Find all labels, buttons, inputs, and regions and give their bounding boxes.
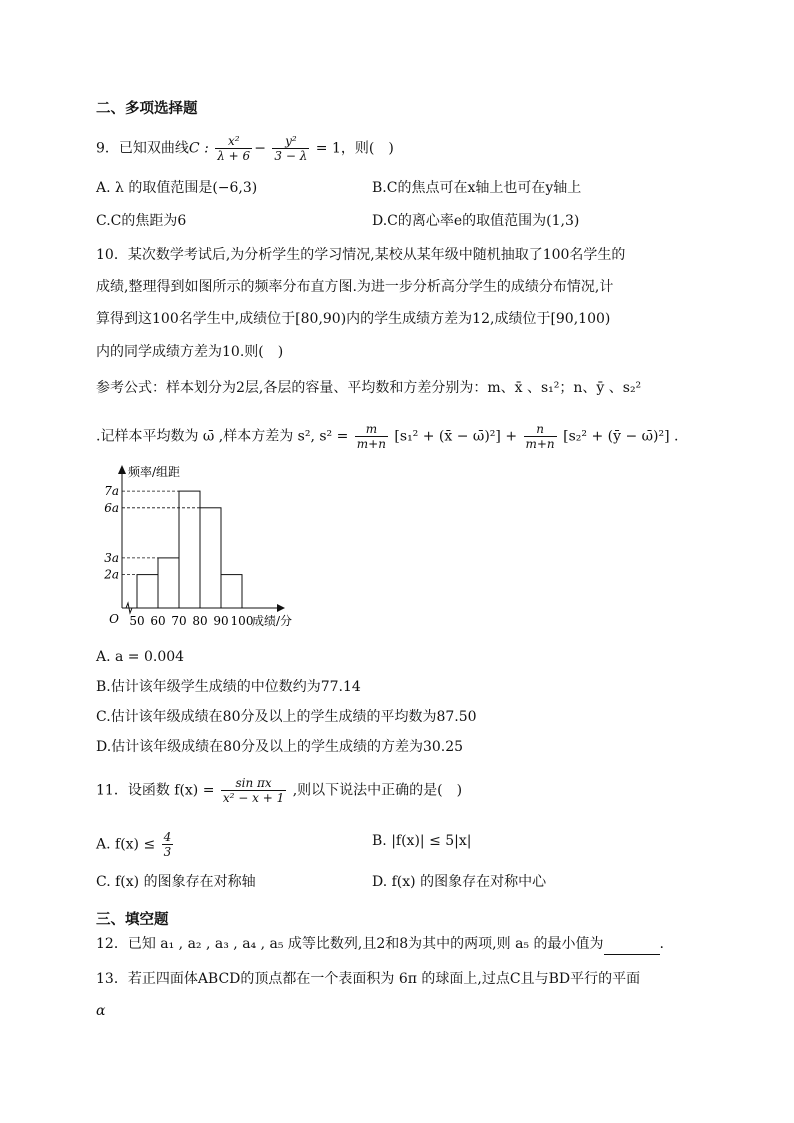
q11-prefix: 11．设函数 f(x) = (96, 782, 215, 799)
q9-frac1-num: x² (215, 134, 252, 149)
q13-line-2: α (96, 1003, 106, 1019)
frequency-histogram (92, 460, 322, 635)
q11-optA-text: A. f(x) ≤ (96, 836, 156, 853)
q9-option-a: A. λ 的取值范围是(−6,3) (96, 180, 258, 196)
y-tick-label-7a: 7a (104, 484, 119, 499)
q10-option-c: C.估计该年级成绩在80分及以上的学生成绩的平均数为87.50 (96, 709, 477, 725)
q11-frac-den: x² − x + 1 (222, 791, 285, 805)
q11-option-a (96, 830, 175, 859)
q9-frac1 (215, 134, 252, 163)
x-tick-label-50: 50 (129, 614, 145, 628)
q9-frac2-den: 3 − λ (274, 149, 308, 163)
q10-line-1: 10．某次数学考试后,为分析学生的学习情况,某校从某年级中随机抽取了100名学生的 (96, 247, 626, 263)
q10-option-b: B.估计该年级学生成绩的中位数约为77.14 (96, 679, 361, 695)
x-tick-label-90: 90 (213, 614, 229, 628)
y-axis-label: 频率/组距 (128, 465, 181, 479)
q12-end: . (659, 936, 664, 952)
histogram-bar-70-80 (179, 491, 200, 608)
q10-line-3: 算得到这100名学生中,成绩位于[80,90)内的学生成绩方差为12,成绩位于[90,100) (96, 311, 611, 327)
q10-ref2-frac2-num: n (524, 422, 557, 437)
x-tick-label-80: 80 (192, 614, 208, 628)
q9-frac1-den: λ + 6 (217, 149, 251, 163)
x-axis-arrow (277, 604, 285, 612)
q10-ref2-frac1-num: m (355, 422, 388, 437)
q9-rhs: = 1，则( ) (315, 140, 394, 157)
q10-ref2-frac1-den: m+n (356, 437, 386, 451)
q9-curve: C : (188, 140, 209, 157)
q10-ref2-frac2-den: m+n (525, 437, 555, 451)
q10-ref2-c: [s₂² + (ȳ − ω̄)²] . (563, 428, 679, 445)
section-title-fill: 三、填空题 (96, 912, 169, 928)
histogram-bar-90-100 (221, 575, 242, 608)
q12-text: 12．已知 a₁ , a₂ , a₃ , a₄ , a₅ 成等比数列,且2和8为其中的两项,则 a₅ 的最小值为 (96, 936, 604, 952)
q13-line-1: 13．若正四面体ABCD的顶点都在一个表面积为 6π 的球面上,过点C且与BD平行的平面 (96, 971, 641, 987)
q9-option-c: C.C的焦距为6 (96, 213, 187, 229)
origin-label: O (109, 612, 119, 626)
q11-optA-den: 3 (163, 845, 172, 859)
q10-line-4: 内的同学成绩方差为10.则( ) (96, 344, 284, 360)
section-title-multi: 二、多项选择题 (96, 101, 198, 117)
q10-reference-2 (96, 422, 678, 451)
q10-ref2-frac1 (355, 422, 388, 451)
histogram-bar-80-90 (200, 508, 221, 608)
q9-option-d: D.C的离心率e的取值范围为(1,3) (372, 213, 580, 229)
x-axis-label: 成绩/分 (252, 614, 293, 628)
question-9 (96, 134, 394, 163)
y-tick-label-3a: 3a (104, 550, 119, 565)
q9-frac2 (272, 134, 309, 163)
q11-option-b: B. |f(x)| ≤ 5|x| (372, 833, 472, 849)
q9-frac2-num: y² (272, 134, 309, 149)
q10-ref2-b: [s₁² + (x̄ − ω̄)²] + (394, 428, 518, 445)
y-tick-label-6a: 6a (104, 500, 119, 515)
x-tick-label-60: 60 (150, 614, 166, 628)
histogram-bar-50-60 (137, 575, 158, 608)
q11-optA-num: 4 (163, 830, 172, 844)
y-tick-label-2a: 2a (104, 567, 119, 582)
question-11 (96, 776, 462, 805)
x-tick-label-70: 70 (171, 614, 187, 628)
q10-line-2: 成绩,整理得到如图所示的频率分布直方图.为进一步分析高分学生的成绩分布情况,计 (96, 279, 614, 295)
q11-option-d: D. f(x) 的图象存在对称中心 (372, 874, 547, 890)
q10-ref2-frac2 (524, 422, 557, 451)
x-tick-label-100: 100 (230, 614, 254, 628)
q9-option-b: B.C的焦点可在x轴上也可在y轴上 (372, 180, 582, 196)
histogram-bar-60-70 (158, 558, 179, 608)
q9-prefix: 9．已知双曲线 (96, 140, 189, 157)
q10-ref2-a: .记样本平均数为 ω̄ ,样本方差为 s², s² = (96, 428, 349, 445)
question-12 (96, 933, 664, 955)
q11-optA-frac (162, 830, 174, 859)
q11-frac (221, 776, 286, 805)
q10-reference-1: 参考公式：样本划分为2层,各层的容量、平均数和方差分别为：m、x̄ 、s₁²；n、ȳ 、s₂² (96, 380, 642, 396)
q9-minus: − (254, 140, 266, 157)
q11-frac-num: sin πx (221, 776, 286, 791)
q12-answer-blank[interactable] (604, 940, 660, 955)
y-axis-arrow (118, 465, 126, 474)
q10-option-d: D.估计该年级成绩在80分及以上的学生成绩的方差为30.25 (96, 739, 464, 755)
q11-suffix: ,则以下说法中正确的是( ) (292, 782, 463, 799)
q10-option-a: A. a = 0.004 (96, 649, 185, 665)
q11-option-c: C. f(x) 的图象存在对称轴 (96, 874, 256, 890)
